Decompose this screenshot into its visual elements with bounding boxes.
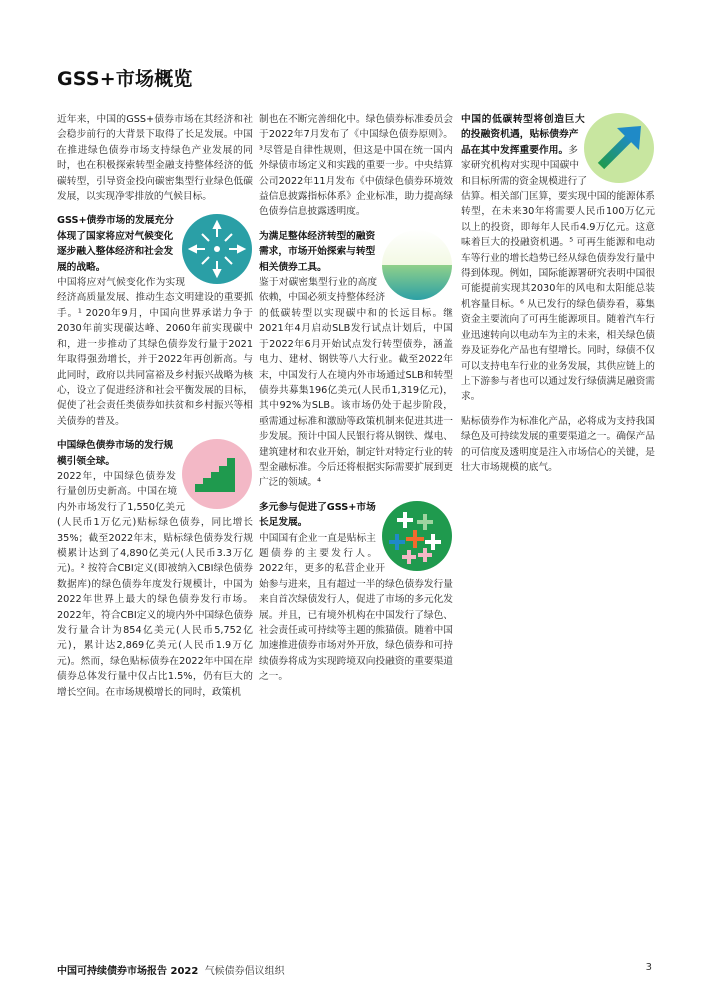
column-3 xyxy=(461,112,655,484)
horizon-icon xyxy=(381,229,453,301)
intro-paragraph: 近年来，中国的GSS+债券市场在其经济和社会稳步前行的大背景下取得了长足发展。中国在推进绿色债券市场支持绿色产业发展的同时，也在积极探索转型金融支持整体经济的低碳转型，引导资金投向碳密集型行业绿色低碳发展，以实现净零排放的气候目标。 xyxy=(57,114,253,203)
page-title: GSS+市场概览 xyxy=(57,68,193,90)
page-number: 3 xyxy=(645,962,652,973)
section-green-bond-scale xyxy=(57,438,253,700)
column-1 xyxy=(57,112,253,709)
section-heading: 中国的低碳转型将创造巨大的投融资机遇，贴标债券产品在其中发挥重要作用。 xyxy=(461,114,585,156)
section-diverse-participation xyxy=(259,500,453,685)
section-heading: 多元参与促进了GSS+市场长足发展。 xyxy=(259,501,376,529)
section-heading: 中国绿色债券市场的发行规模引领全球。 xyxy=(57,440,174,467)
column-2 xyxy=(259,112,453,694)
footer-report-title: 中国可持续债券市场报告 2022 xyxy=(57,966,199,977)
section-gss-development xyxy=(57,213,253,429)
up-arrow-icon xyxy=(583,112,655,184)
section-body: 鉴于对碳密集型行业的高度依赖，中国必须支持整体经济的低碳转型以实现碳中和的长远目标。继2021年4月启动SLB发行试点计划后，中国于2022年6月开始试点发行转型债券，涵盖电力、建材、钢铁等八大行业。截至2022年末，中国发行人在境内外市场通过SLB和转型债券共募集196亿美元(人民币1,319亿元)，其中92%为SLB。该市场仍处于起步阶段，亟需通过标准和激励等政策机制来促进其进一步发展。预计中国人民银行将从钢铁、煤电、建筑建材和农业开始，制定针对特定行业的转型金融标准。今后还将根据实际需要扩展到更广泛的领域。⁴ xyxy=(259,277,453,489)
section-heading: 为满足整体经济转型的融资需求，市场开始探索与转型相关债券工具。 xyxy=(259,230,376,273)
plus-signs-icon xyxy=(381,500,453,572)
rising-stairs-icon xyxy=(181,438,253,510)
section-heading: GSS+债券市场的发展充分体现了国家将应对气候变化逐步融入整体经济和社会发展的战略。 xyxy=(57,215,174,273)
continued-paragraph: 制也在不断完善细化中。绿色债券标准委员会于2022年7月发布了《中国绿色债券原则》。³尽管是自律性规则，但这是中国在统一国内外绿债市场定义和实践的重要一步。中央结算公司2022年11月发布《中债绿色债券环境效益信息披露指标体系》企业标准，助力提高绿色债券信息披露透明度。 xyxy=(259,114,453,218)
footer-organization: 气候债券倡议组织 xyxy=(204,966,285,977)
globe-arrows-icon xyxy=(181,213,253,285)
footer xyxy=(57,962,285,977)
section-body: 中国国有企业一直是贴标主题债券的主要发行人。2022年，更多的私营企业开始参与进来，且有超过一半的绿色债券发行量来自首次绿债发行人，促进了市场的多元化发展。并且，已有境外机构在中国发行了绿色、社会责任或可持续等主题的熊猫债。随着中国加速推进债券市场对外开放，绿色债券和可持续债券将成为实现跨境双向投融资的重要渠道之一。 xyxy=(259,532,453,683)
section-body: 2022年，中国绿色债券发行量创历史新高。中国在境内外市场发行了1,550亿美元(人民币1万亿元)贴标绿色债券，同比增长35%；截至2022年末，贴标绿色债券发行规模累计达到了4,890亿美元(人民币3.3万亿元)。² 按符合CBI定义(即被纳入CBI绿色债券数据库)的绿色债券年度发行规模计，中国为2022年世界上最大的绿色债券发行市场。2022年，符合CBI定义的境内外中国绿色债券发行量合计为854亿美元(人民币5,752亿元)，累计达2,869亿美元(人民币1.9万亿元)。然而，绿色贴标债券在2022年中国在岸债券总体发行量中仅占比1.5%，仍有巨大的增长空间。在市场规模增长的同时，政策机 xyxy=(57,470,253,698)
section-body: 中国将应对气候变化作为实现经济高质量发展、推动生态文明建设的重要抓手。¹ 2020年9月，中国向世界承诺力争于2030年前实现碳达峰、2060年前实现碳中和，进一步推动了其绿色债券发行量于2021年取得强劲增长，并于2022年再创新高。与此同时，政府以共同富裕及乡村振兴战略为核心，设立了促进经济和社会平衡发展的目标，促使了社会责任类债券如扶贫和乡村振兴等相关债券的普及。 xyxy=(57,277,253,427)
section-transition-bonds xyxy=(259,229,453,491)
closing-paragraph: 贴标债券作为标准化产品，必将成为支持我国绿色及可持续发展的重要渠道之一。确保产品的可信度及透明度是注入市场信心的关键，是壮大市场规模的底气。 xyxy=(461,415,655,473)
section-body: 多家研究机构对实现中国碳中和目标所需的资金规模进行了估算。相关部门匡算，要实现中国的能源体系转型，在未来30年将需要人民币100万亿元以上的投资，即每年人民币4.9万亿元。这意味着巨大的投融资机遇。⁵ 可再生能源和电动车等行业的增长趋势已经从绿色债券发行量中得到体现。例如，国际能源署研究表明中国很可能提前实现其2030年的风电和太阳能总装机容量目标。⁶ 从已发行的绿色债券看，募集资金主要流向了可再生能源项目。随着汽车行业迅速转向以电动车为主的未来，相关绿色债券及证券化产品也有望增长。同时，绿债不仅可以支持电车行业的业务发展，其供应链上的上下游参与者也可以通过发行绿债满足融资需求。 xyxy=(461,144,655,403)
section-investment-opportunity xyxy=(461,112,655,405)
